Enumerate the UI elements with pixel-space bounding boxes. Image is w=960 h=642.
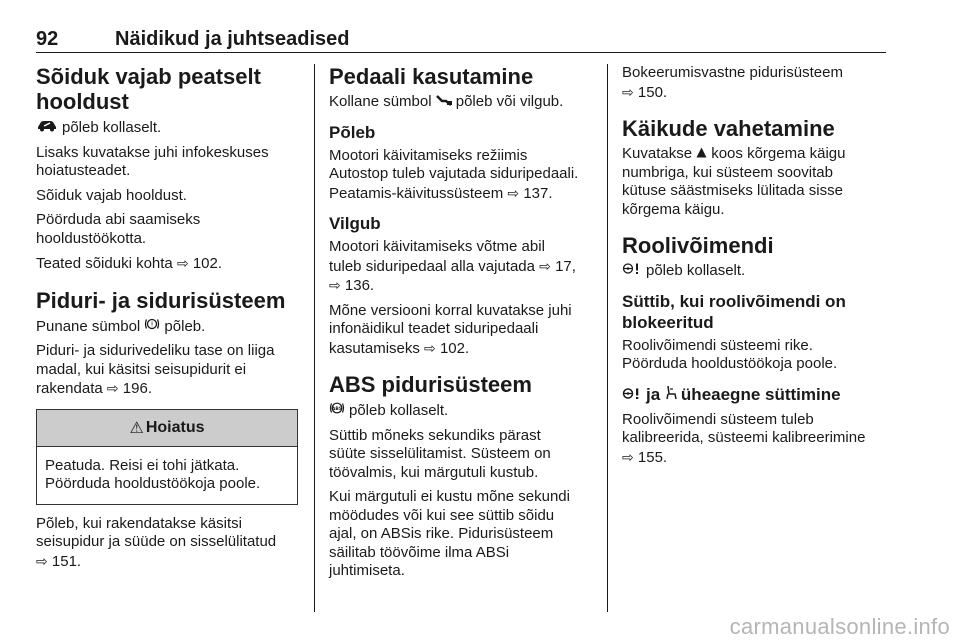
page-reference[interactable]: 150. (637, 83, 668, 101)
section-title-service: Sõiduk vajab peatselt hooldust (36, 64, 261, 114)
car-wrench-icon (36, 118, 58, 138)
seat-icon (665, 384, 677, 405)
page-reference[interactable]: 155. (637, 448, 668, 466)
column-3 (622, 64, 887, 467)
subsection-title-blocked: Süttib, kui roolivõimendi on blokeeritud (622, 291, 846, 332)
warning-box (36, 409, 298, 505)
section-title-brakes: Piduri- ja sidurisüsteem (36, 287, 286, 313)
paragraph: Põleb, kui rakendatakse käsitsi seisupidur ja süüde on sisselülitatud ⇨ 151. (36, 514, 277, 570)
paragraph: Roolivõimendi süsteem tuleb kalibreerida, süsteemi kalibreerimine ⇨ 155. (622, 410, 866, 466)
section-title-power-steering: Roolivõimendi (622, 233, 774, 258)
subsection-title-flashing: Vilgub (329, 214, 381, 233)
subsection-title-lit: Põleb (329, 122, 376, 142)
paragraph: Roolivõimendi süsteemi rike. Pöörduda hooldustöökoja poole. (622, 336, 838, 372)
page-header (36, 28, 886, 50)
section-title-gearshift: Käikude vahetamine (622, 116, 835, 141)
paragraph: Süttib mõneks sekundiks pärast süüte sisselülitamist. Süsteem on töövalmis, kui märgutuli kustub. (329, 426, 551, 481)
steering-warning-icon (622, 262, 642, 281)
paragraph: Piduri- ja sidurivedeliku tase on liiga madal, kui käsitsi seisupidurit ei rakendata ⇨ 196. (36, 342, 275, 397)
page-reference[interactable]: 151. (51, 552, 82, 570)
paragraph: Teated sõiduki kohta ⇨ 102. (36, 255, 223, 272)
up-arrow-icon (696, 145, 707, 164)
svg-text:ABS: ABS (331, 407, 343, 412)
page-reference[interactable]: 136. (344, 277, 375, 294)
page-reference[interactable]: 17, (555, 257, 576, 275)
page-number: 92 (36, 28, 59, 50)
page-reference[interactable]: 102. (439, 339, 470, 357)
page-title: Näidikud ja juhtseadised (115, 28, 350, 50)
paragraph: Mootori käivitamiseks režiimis Autostop tuleb vajutada siduripedaali. Peatamis-käivitussüsteem ⇨ 137. (329, 146, 579, 202)
paragraph: põleb kollaselt. (622, 262, 887, 281)
paragraph: Kuvatakse koos kõrgema käigu numbriga, kui süsteem soovitab kütuse säästmiseks lülitada sisse kõrgema käigu. (622, 145, 846, 218)
paragraph: Mõne versiooni korral kuvatakse juhi infonäidikul teadet siduripedaali kasutamiseks ⇨ 102. (329, 301, 572, 357)
watermark: carmanualsonline.info (729, 614, 950, 639)
abs-icon (329, 401, 345, 421)
steering-warning-icon (622, 384, 642, 405)
brake-warning-icon (144, 317, 160, 337)
column-1 (36, 64, 298, 571)
paragraph: Mootori käivitamiseks võtme abil tuleb siduripedaal alla vajutada ⇨ 17, ⇨ 136. (329, 238, 576, 294)
page-reference[interactable]: 102. (192, 255, 223, 272)
column-divider-1 (314, 64, 315, 612)
paragraph: Kui märgutuli ei kustu mõne sekundi möödudes või kui see süttib sõidu ajal, on ABSis rike. Pidurisüsteem säilitab töövõime ilma ABSi juhtimiseta. (329, 488, 570, 579)
column-2 (329, 64, 594, 581)
warning-body: Peatuda. Reisi ei tohi jätkata. Pöörduda hooldustöökoja poole. (45, 456, 261, 492)
subsection-title-simultaneous: ja üheaegne süttimine (622, 384, 887, 405)
paragraph: ABS põleb kollaselt. (329, 401, 594, 421)
paragraph: Sõiduk vajab hooldust. (36, 186, 187, 204)
paragraph: Bokeerumisvastne pidurisüsteem ⇨ 150. (622, 64, 843, 101)
pedal-icon (436, 93, 452, 112)
section-title-abs: ABS pidurisüsteem (329, 372, 532, 397)
column-divider-2 (607, 64, 608, 612)
svg-text:!: ! (151, 320, 154, 328)
section-title-pedal: Pedaali kasutamine (329, 64, 534, 89)
page-reference[interactable]: 137. (523, 184, 553, 202)
warning-header: ⚠ Hoiatus (37, 410, 297, 447)
paragraph: Lisaks kuvatakse juhi infokeskuses hoiatusteadet. (36, 143, 269, 179)
header-rule (36, 52, 886, 53)
warning-triangle-icon: ⚠ (129, 419, 144, 437)
paragraph: põleb kollaselt. (36, 118, 298, 138)
page-reference[interactable]: 196. (122, 380, 152, 397)
paragraph: Punane sümbol ! põleb. (36, 317, 206, 335)
paragraph: Kollane sümbol põleb või vilgub. (329, 93, 564, 110)
paragraph: Pöörduda abi saamiseks hooldustöökotta. (36, 211, 201, 247)
